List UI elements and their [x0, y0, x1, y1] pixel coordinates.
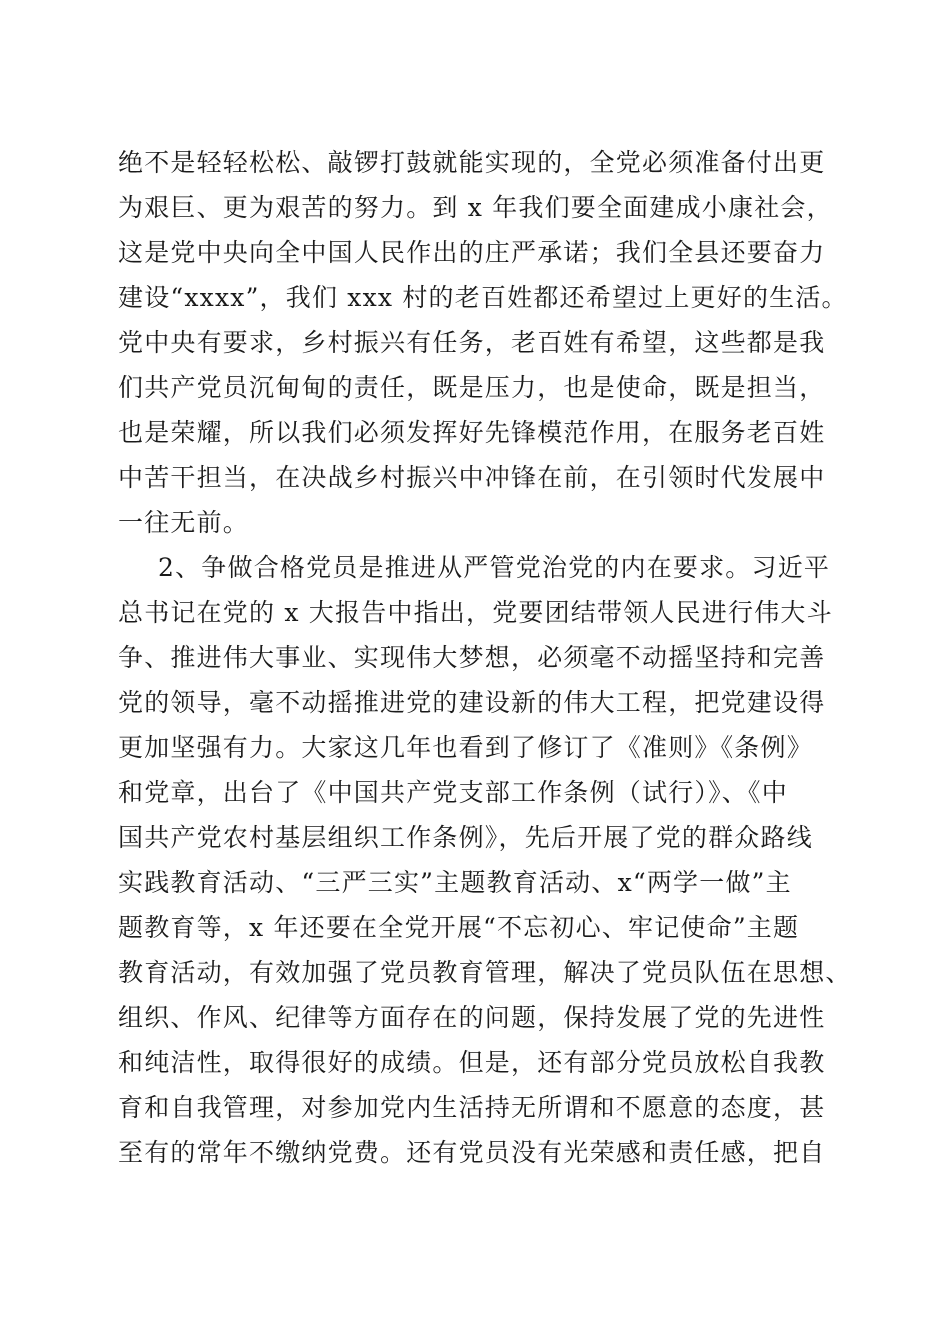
text-line: 也是荣耀，所以我们必须发挥好先锋模范作用，在服务老百姓	[118, 418, 826, 447]
text-line: 题教育等，x 年还要在全党开展“不忘初心、牢记使命”主题	[118, 913, 800, 942]
text-line: 教育活动，有效加强了党员教育管理，解决了党员队伍在思想、	[118, 958, 852, 987]
body-text	[118, 140, 852, 1175]
text-line: 国共产党农村基层组织工作条例》，先后开展了党的群众路线	[118, 823, 813, 852]
text-line: 和纯洁性，取得很好的成绩。但是，还有部分党员放松自我教	[118, 1048, 826, 1077]
text-line: 这是党中央向全中国人民作出的庄严承诺；我们全县还要奋力	[118, 238, 826, 267]
text-line: 一往无前。	[118, 508, 250, 537]
text-line: 为艰巨、更为艰苦的努力。到 x 年我们要全面建成小康社会，	[118, 193, 833, 222]
text-line: 党的领导，毫不动摇推进党的建设新的伟大工程，把党建设得	[118, 688, 826, 717]
text-line: 实践教育活动、“三严三实”主题教育活动、x“两学一做”主	[118, 868, 792, 897]
text-line: 争、推进伟大事业、实现伟大梦想，必须毫不动摇坚持和完善	[118, 643, 826, 672]
text-line: 中苦干担当，在决战乡村振兴中冲锋在前，在引领时代发展中	[118, 463, 826, 492]
text-line: 组织、作风、纪律等方面存在的问题，保持发展了党的先进性	[118, 1003, 826, 1032]
text-line: 更加坚强有力。大家这几年也看到了修订了《准则》《条例》	[118, 733, 813, 762]
text-line: 绝不是轻轻松松、敲锣打鼓就能实现的，全党必须准备付出更	[118, 148, 826, 177]
text-line: 建设“xxxx”，我们 xxx 村的老百姓都还希望过上更好的生活。	[118, 283, 848, 312]
text-line: 至有的常年不缴纳党费。还有党员没有光荣感和责任感，把自	[118, 1138, 826, 1167]
paragraph-start-line: 2、争做合格党员是推进从严管党治党的内在要求。习近平	[158, 553, 831, 582]
text-line: 和党章，出台了《中国共产党支部工作条例（试行）》、《中	[118, 778, 788, 807]
text-line: 党中央有要求，乡村振兴有任务，老百姓有希望，这些都是我	[118, 328, 826, 357]
text-line: 总书记在党的 x 大报告中指出，党要团结带领人民进行伟大斗	[118, 598, 833, 627]
text-line: 们共产党员沉甸甸的责任，既是压力，也是使命，既是担当，	[118, 373, 826, 402]
text-line: 育和自我管理，对参加党内生活持无所谓和不愿意的态度，甚	[118, 1093, 826, 1122]
